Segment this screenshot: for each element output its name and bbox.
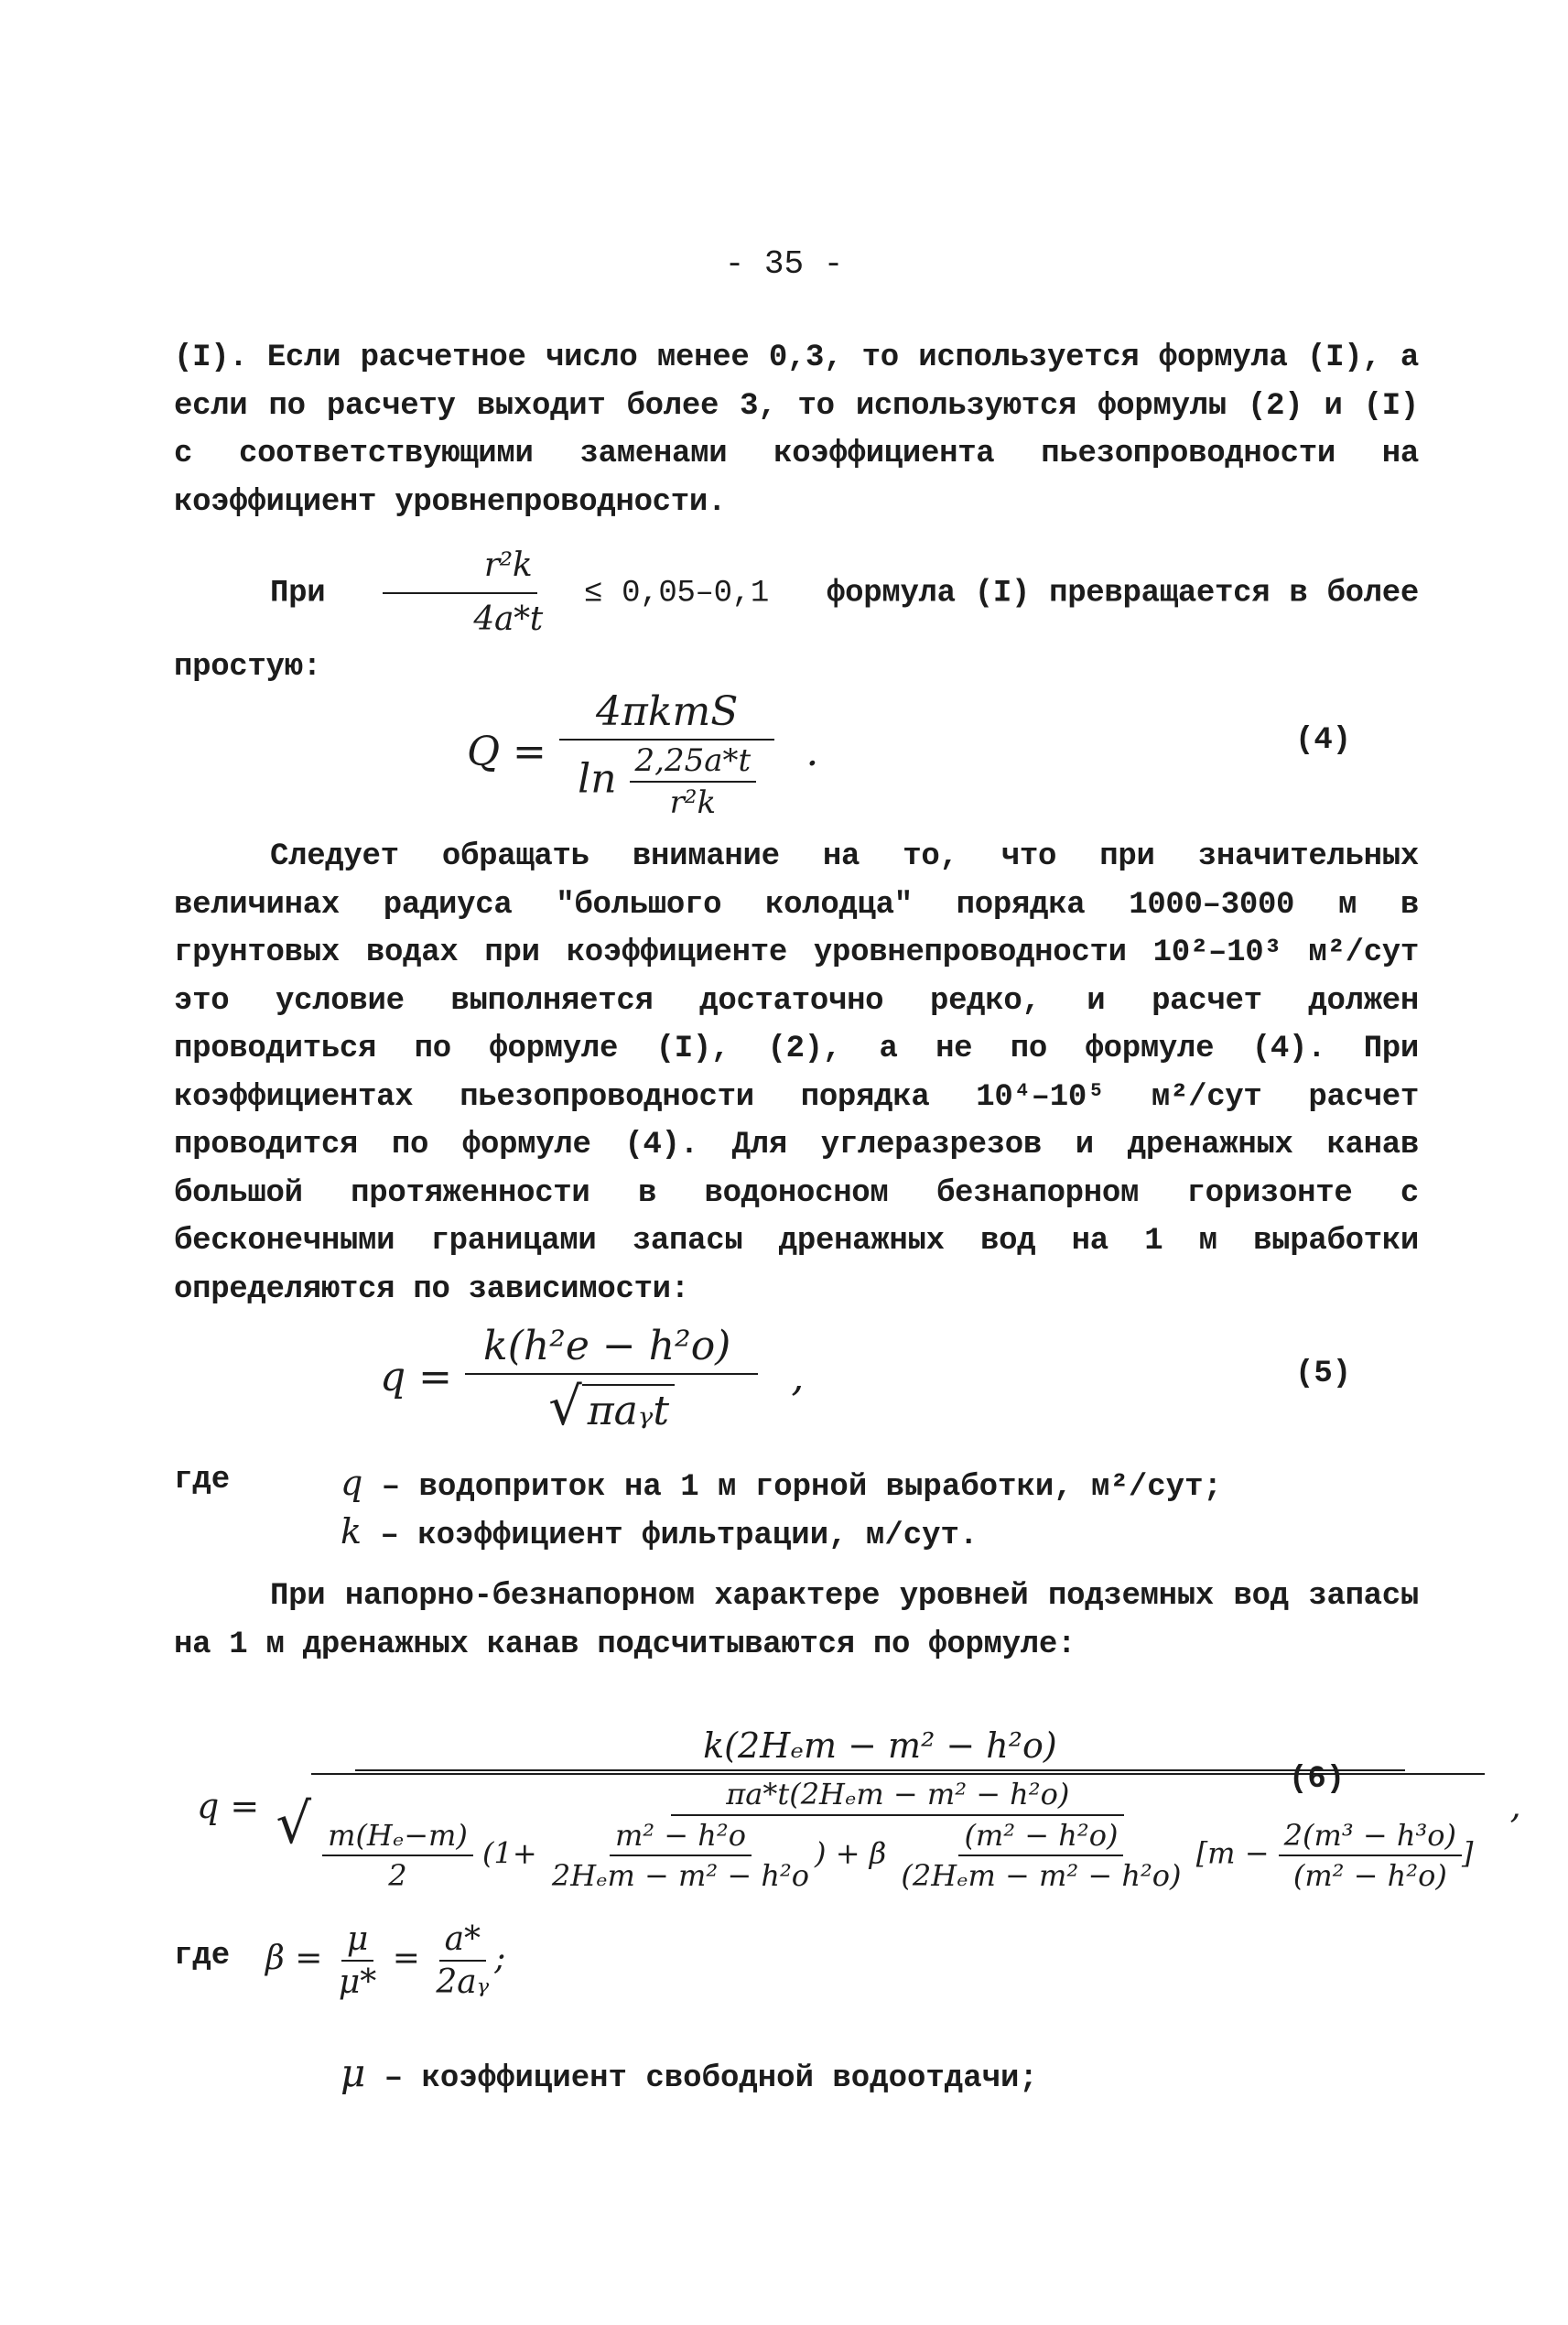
eq6-t1-num: m(Hₑ−m): [322, 1818, 473, 1856]
eq4-inner-denominator: r²k: [669, 784, 717, 821]
para2-lead: При: [270, 576, 326, 611]
defs2-where: где: [174, 1939, 231, 1974]
eq6-t2-lead: 1+: [493, 1835, 537, 1871]
equation-5: [380, 1323, 804, 1437]
def-mu-symbol: μ: [341, 2050, 366, 2095]
eq6-t1: [322, 1818, 473, 1893]
eq5-lhs: q =: [380, 1354, 453, 1400]
beta-f1-num: μ: [341, 1920, 373, 1962]
beta-f2-num: a*: [439, 1920, 486, 1962]
eq6-fraction: [270, 1725, 1489, 1893]
eq4-fraction: [559, 688, 774, 821]
eq6-t4-num: 2(m³ − h³o): [1279, 1818, 1462, 1856]
eq6-t4-den: (m² − h²o): [1292, 1858, 1447, 1893]
eq4-ln: ln: [578, 755, 617, 803]
eq6-number: (6): [1289, 1762, 1346, 1797]
eq6-radicand-top: πa*t(2Hₑm − m² − h²o): [671, 1777, 1124, 1816]
eq4-lhs: Q =: [467, 729, 546, 775]
paragraph-4: При напорно-безнапорном характере уровней подземных вод запасы на 1 м дренажных канав подсчитываются по формуле:: [174, 1579, 1419, 1662]
eq6-radicand-bottom: $\frac{\text{m(Hₑ−m)}}{2}$ (1+ $\frac{\text{m² − h²o}}{\text{2Hₑm − m² − h²o}}$ ) + β $\frac{\text{(m² − h²o)}}{\text{(2Hₑm − m² − h²o)}}$ [m − $\frac{\text{2(m³ − h³o)}}{\text{(m² − h²o)}}$ ]: [317, 1816, 1478, 1893]
beta-fraction-1: [333, 1920, 382, 2001]
para2-rest: формула (I) превращается в более простую:: [174, 576, 1420, 685]
eq6-t4-lead: m −: [1207, 1835, 1270, 1871]
sqrt-icon: √: [276, 1792, 312, 1856]
condition-fraction: [372, 542, 548, 643]
eq6-numerator: k(2Hₑm − m² − h²o): [355, 1725, 1405, 1771]
eq6-t3-num: (m² − h²o): [958, 1818, 1123, 1856]
eq6-t2-num: m² − h²o: [610, 1818, 752, 1856]
eq4-tail: .: [806, 729, 819, 775]
beta-semi: ;: [494, 1940, 506, 1977]
eq6-lhs: q =: [197, 1786, 260, 1826]
eq5-tail: ,: [791, 1354, 805, 1400]
beta-f2-den: 2aᵧ: [436, 1963, 490, 2001]
paragraph-1: (I). Если расчетное число менее 0,3, то используется формула (I), а если по расчету выходит более 3, то используются формулы (2) и (I) с соответствующими заменами коэффициента пьезопроводности на коэффициент уровнепроводности.: [174, 341, 1419, 520]
eq6-tail: ,: [1509, 1786, 1521, 1826]
def-mu: [341, 2050, 1038, 2096]
eq6-t2: [546, 1818, 815, 1893]
beta-fraction-2: [430, 1920, 494, 2001]
eq6-plus-beta: + β: [835, 1835, 887, 1871]
equation-6: [197, 1725, 1521, 1893]
eq6-t3: [895, 1818, 1186, 1893]
eq5-radicand: πaᵧt: [582, 1384, 675, 1434]
def-q-text: – водоприток на 1 м горной выработки, м²/сут;: [381, 1470, 1222, 1505]
def-k: [341, 1511, 978, 1553]
equation-4: [467, 688, 818, 821]
paragraph-2: [174, 542, 1419, 692]
eq6-t4: [1279, 1818, 1462, 1893]
defs1-where: где: [174, 1463, 231, 1498]
condition-rhs: ≤ 0,05–0,1: [584, 576, 769, 611]
eq5-numerator: k(h²e − h²o): [465, 1323, 758, 1375]
eq4-inner-numerator: 2,25a*t: [630, 742, 757, 783]
condition-denominator: 4a*t: [473, 600, 543, 638]
eq5-number: (5): [1295, 1357, 1352, 1391]
eq6-t3-den: (2Hₑm − m² − h²o): [901, 1858, 1182, 1893]
def-q: [341, 1463, 1222, 1505]
sqrt-icon: √: [548, 1377, 582, 1437]
eq4-inner-fraction: [630, 742, 757, 821]
eq5-denominator: [543, 1375, 680, 1437]
beta-definition: [265, 1920, 505, 2001]
eq4-denominator: [572, 741, 762, 821]
def-k-text: – коэффициент фильтрации, м/сут.: [380, 1519, 979, 1553]
def-k-symbol: k: [341, 1511, 362, 1552]
paragraph-3: Следует обращать внимание на то, что при значительных величинах радиуса "большого колодца" порядка 1000–3000 м в грунтовых водах при коэффициенте уровнепроводности 10²–10³ м²/сут это условие выполняется достаточно редко, и расчет должен проводиться по формуле (I), (2), а не по формуле (4). При коэффициентах пьезопроводности порядка 10⁴–10⁵ м²/сут расчет проводится по формуле (4). Для углеразрезов и дренажных канав большой протяженности в водоносном безнапорном горизонте с бесконечными границами запасы дренажных вод на 1 м выработки определяются по зависимости:: [174, 839, 1419, 1307]
eq6-t1-den: 2: [388, 1858, 407, 1893]
def-q-symbol: q: [341, 1463, 363, 1503]
beta-eq: =: [392, 1940, 420, 1977]
eq5-fraction: [465, 1323, 758, 1437]
beta-f1-den: μ*: [338, 1963, 377, 2001]
eq6-t2-den: 2Hₑm − m² − h²o: [551, 1858, 810, 1893]
condition-numerator: r²k: [383, 542, 538, 594]
page-number: - 35 -: [724, 245, 844, 283]
beta-lhs: β =: [265, 1940, 323, 1977]
def-mu-text: – коэффициент свободной водоотдачи;: [384, 2061, 1038, 2096]
eq4-numerator: 4πkmS: [559, 688, 774, 741]
eq4-number: (4): [1295, 723, 1352, 758]
